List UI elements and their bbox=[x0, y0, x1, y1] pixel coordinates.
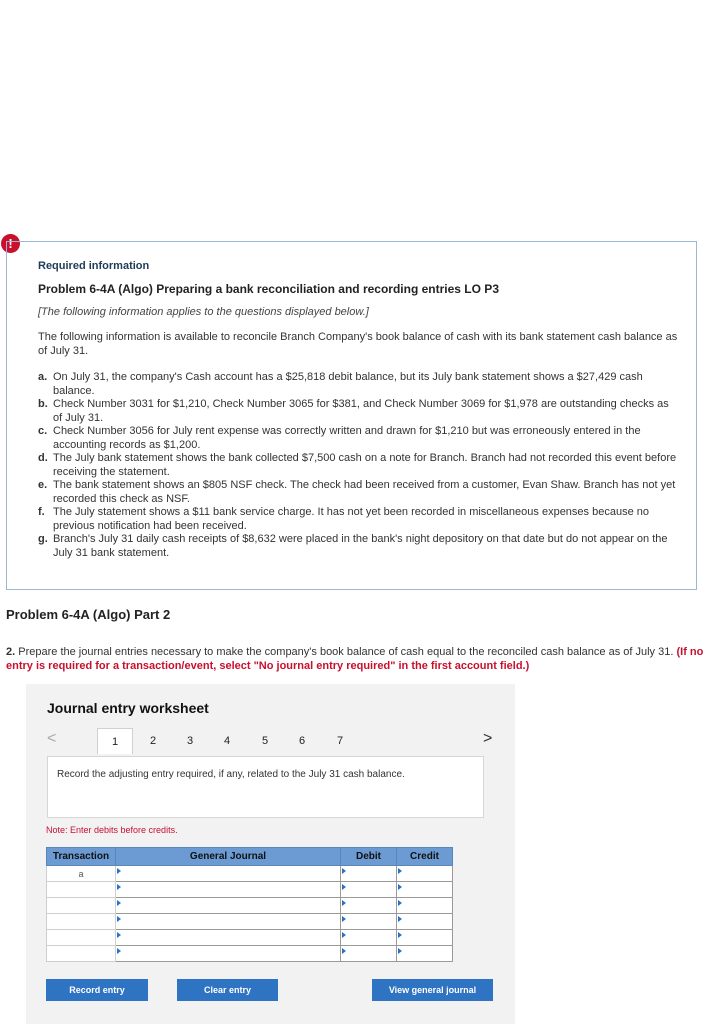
debit-field[interactable] bbox=[341, 866, 397, 882]
journal-entry-worksheet bbox=[26, 684, 515, 1024]
item-letter: e. bbox=[38, 479, 48, 491]
account-field[interactable] bbox=[116, 914, 341, 930]
debit-header: Debit bbox=[341, 848, 397, 866]
item-letter: a. bbox=[38, 371, 48, 383]
transaction-cell: a bbox=[47, 866, 116, 882]
view-general-journal-button[interactable]: View general journal bbox=[372, 979, 493, 1001]
transaction-cell bbox=[47, 946, 116, 962]
worksheet-title: Journal entry worksheet bbox=[47, 700, 209, 716]
worksheet-pager bbox=[47, 728, 493, 754]
information-item-a bbox=[38, 371, 678, 398]
credit-field[interactable] bbox=[397, 946, 453, 962]
page-tab-5[interactable]: 5 bbox=[261, 735, 269, 747]
credit-field[interactable] bbox=[397, 866, 453, 882]
table-row bbox=[47, 882, 453, 898]
debit-field[interactable] bbox=[341, 898, 397, 914]
item-text: Check Number 3056 for July rent expense was correctly written and drawn for $1,210 but was erroneously entered in the accounting records as $1,200. bbox=[53, 425, 641, 451]
table-row bbox=[47, 946, 453, 962]
item-text: On July 31, the company's Cash account has a $25,818 debit balance, but its July bank statement shows a $27,429 cash balance. bbox=[53, 371, 643, 397]
item-text: The bank statement shows an $805 NSF check. The check had been received from a customer, Evan Shaw. Branch has not yet recorded this check as NSF. bbox=[53, 479, 676, 505]
debit-field[interactable] bbox=[341, 882, 397, 898]
transaction-header: Transaction bbox=[47, 848, 116, 866]
account-field[interactable] bbox=[116, 898, 341, 914]
entry-prompt-box bbox=[47, 756, 484, 818]
question-body: Prepare the journal entries necessary to make the company's book balance of cash equal to the reconciled cash balance as of July 31. bbox=[18, 646, 674, 658]
applies-note: [The following information applies to the questions displayed below.] bbox=[38, 306, 369, 318]
transaction-cell bbox=[47, 914, 116, 930]
debits-note: Note: Enter debits before credits. bbox=[46, 825, 178, 835]
table-row bbox=[47, 898, 453, 914]
credit-field[interactable] bbox=[397, 882, 453, 898]
item-letter: f. bbox=[38, 506, 45, 518]
required-information-panel bbox=[6, 241, 697, 590]
credit-field[interactable] bbox=[397, 898, 453, 914]
transaction-cell bbox=[47, 882, 116, 898]
table-row bbox=[47, 930, 453, 946]
debit-field[interactable] bbox=[341, 930, 397, 946]
credit-field[interactable] bbox=[397, 930, 453, 946]
item-text: The July statement shows a $11 bank service charge. It has not yet been recorded in miscellaneous expenses because no previous notification had been received. bbox=[53, 506, 649, 532]
intro-text: The following information is available to reconcile Branch Company's book balance of cash with its bank statement cash balance as of July 31. bbox=[38, 331, 678, 357]
question-text bbox=[6, 645, 706, 673]
information-item-e bbox=[38, 479, 678, 506]
debit-field[interactable] bbox=[341, 914, 397, 930]
table-row bbox=[47, 866, 453, 882]
account-field[interactable] bbox=[116, 946, 341, 962]
information-item-d bbox=[38, 452, 678, 479]
item-letter: b. bbox=[38, 398, 48, 410]
item-letter: d. bbox=[38, 452, 48, 464]
entry-prompt: Record the adjusting entry required, if any, related to the July 31 cash balance. bbox=[57, 769, 405, 780]
debit-field[interactable] bbox=[341, 946, 397, 962]
general-journal-header: General Journal bbox=[116, 848, 341, 866]
information-item-b bbox=[38, 398, 678, 425]
item-letter: g. bbox=[38, 533, 48, 545]
information-item-g bbox=[38, 533, 678, 560]
transaction-cell bbox=[47, 898, 116, 914]
item-letter: c. bbox=[38, 425, 48, 437]
alert-icon: ! bbox=[1, 234, 20, 253]
credit-header: Credit bbox=[397, 848, 453, 866]
problem-title: Problem 6-4A (Algo) Preparing a bank reconciliation and recording entries LO P3 bbox=[38, 282, 499, 296]
information-item-c bbox=[38, 425, 678, 452]
clear-entry-button[interactable]: Clear entry bbox=[177, 979, 278, 1001]
transaction-cell bbox=[47, 930, 116, 946]
account-field[interactable] bbox=[116, 930, 341, 946]
page-tab-4[interactable]: 4 bbox=[223, 735, 231, 747]
question-number: 2. bbox=[6, 646, 16, 658]
page-tab-2[interactable]: 2 bbox=[149, 735, 157, 747]
question-instruction: (If no entry is required for a transaction/event, select "No journal entry required" in the first account field.) bbox=[6, 646, 704, 672]
chevron-right-icon[interactable]: > bbox=[483, 730, 493, 747]
item-text: Branch's July 31 daily cash receipts of $8,632 were placed in the bank's night depository on that date but do not appear on the July 31 bank statement. bbox=[53, 533, 668, 559]
record-entry-button[interactable]: Record entry bbox=[46, 979, 148, 1001]
page-tab-6[interactable]: 6 bbox=[298, 735, 306, 747]
page-tab-7[interactable]: 7 bbox=[336, 735, 344, 747]
required-information-label: Required information bbox=[38, 260, 150, 272]
item-text: Check Number 3031 for $1,210, Check Number 3065 for $381, and Check Number 3069 for $1,978 are outstanding checks as of July 31. bbox=[53, 398, 669, 424]
page-tab-3[interactable]: 3 bbox=[186, 735, 194, 747]
journal-table bbox=[46, 847, 453, 962]
table-row bbox=[47, 914, 453, 930]
credit-field[interactable] bbox=[397, 914, 453, 930]
account-field[interactable] bbox=[116, 882, 341, 898]
item-text: The July bank statement shows the bank collected $7,500 cash on a note for Branch. Branch had not recorded this event before receiving the statement. bbox=[53, 452, 677, 478]
information-item-f bbox=[38, 506, 678, 533]
account-field[interactable] bbox=[116, 866, 341, 882]
information-list bbox=[38, 371, 678, 560]
page-tab-1[interactable]: 1 bbox=[97, 728, 133, 754]
chevron-left-icon[interactable]: < bbox=[47, 730, 57, 747]
part-title: Problem 6-4A (Algo) Part 2 bbox=[6, 607, 171, 622]
